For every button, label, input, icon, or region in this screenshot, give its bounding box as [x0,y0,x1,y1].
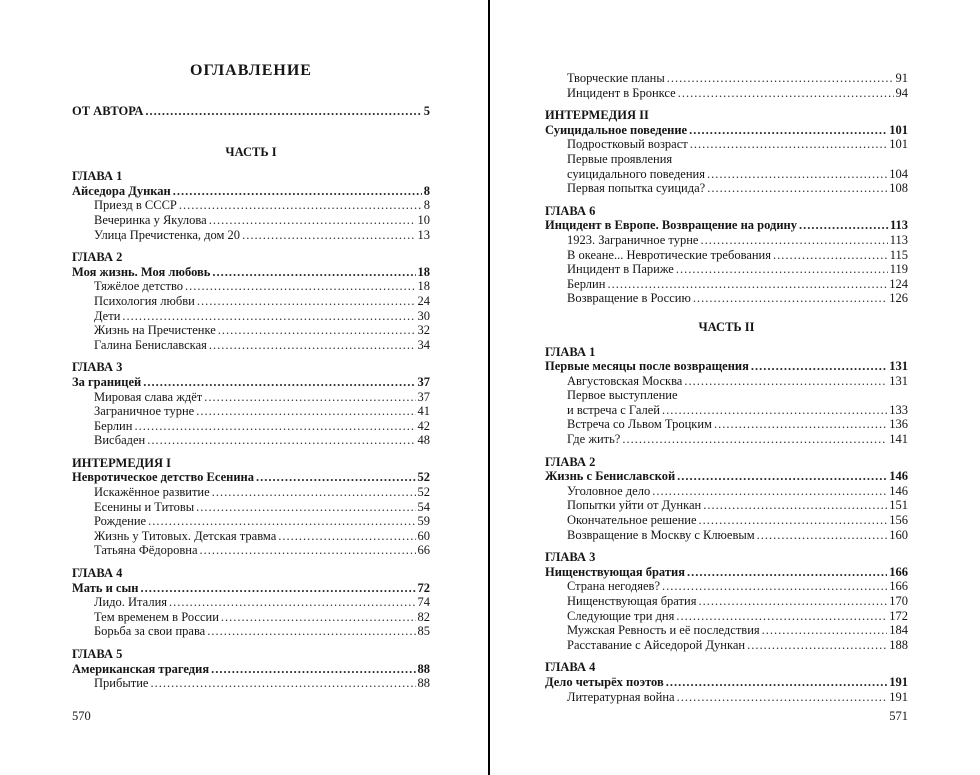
entry-page-number: 8 [423,198,430,213]
entry-text: Тем временем в России [94,609,219,624]
entry-page-number: 18 [417,264,430,279]
entry-page-number: 10 [417,212,430,227]
entry-text: ОТ АВТОРА [72,104,144,118]
entry-page-number: 131 [889,359,908,374]
leader-dots [256,470,416,485]
entry-page-number: 113 [889,232,908,247]
leader-dots [678,86,894,101]
entry-page-number: 88 [417,676,430,691]
entry-text: Вечеринка у Якулова [94,212,207,227]
toc-entry [72,104,430,119]
toc-entry [72,213,430,228]
entry-text: Творческие планы [567,71,665,85]
leader-dots [676,262,888,277]
entry-page-number: 113 [889,218,908,233]
entry-page-number: 131 [889,373,908,388]
toc-entry [72,485,430,500]
toc-entry [545,675,908,690]
entry-page-number: 146 [889,469,908,484]
toc-entry [545,152,908,167]
entry-text: Улица Пречистенка, дом 20 [94,227,241,242]
chapter-label [72,566,430,581]
entry-page-number: 30 [417,308,430,323]
toc-entry [545,690,908,705]
entry-page-number: 151 [889,498,908,513]
toc-entry [545,123,908,138]
entry-text: Дело четырёх поэтов [545,674,664,689]
toc-entry [545,469,908,484]
entry-text: Висбаден [94,433,146,448]
toc-entry [72,184,430,199]
entry-page-number: 18 [417,279,430,294]
leader-dots [179,198,422,213]
leader-dots [652,484,887,499]
toc-entry [72,323,430,338]
entry-text: Заграничное турне [94,404,195,419]
entry-page-number: 42 [417,418,430,433]
right-toc-entries [545,71,908,704]
chapter-label [545,204,908,219]
entry-page-number: 146 [889,483,908,498]
toc-entry [545,277,908,292]
leader-dots [747,638,887,653]
leader-dots [662,579,887,594]
toc-entry [545,86,908,101]
toc-entry [72,595,430,610]
part-heading [545,320,908,335]
right-page-number: 571 [889,709,908,723]
leader-dots [209,213,416,228]
entry-text: Приезд в СССР [94,198,177,213]
entry-page-number: 133 [889,402,908,417]
entry-page-number: 37 [417,389,430,404]
toc-entry [545,565,908,580]
entry-page-number: 5 [423,104,430,118]
toc-entry [545,71,908,86]
toc-title: ОГЛАВЛЕНИЕ [190,62,312,79]
toc-entry [545,262,908,277]
entry-text: 1923. Заграничное турне [567,232,699,247]
chapter-label [72,647,430,662]
entry-page-number: 54 [417,499,430,514]
leader-dots [707,181,887,196]
entry-text: Где жить? [567,432,621,447]
entry-page-number: 115 [889,247,908,262]
leader-dots [707,167,887,182]
entry-page-number: 41 [417,404,430,419]
entry-text: Первые месяцы после возвращения [545,359,749,374]
part-heading [72,145,430,160]
entry-page-number: 170 [889,594,908,608]
toc-entry [545,623,908,638]
entry-page-number: 101 [889,137,908,152]
toc-entry [545,218,908,233]
toc-entry [545,359,908,374]
toc-entry [72,543,430,558]
leader-dots [799,218,888,233]
entry-page-number: 32 [417,323,430,338]
toc-entry [72,198,430,213]
entry-text: Берлин [567,276,606,291]
entry-text: Моя жизнь. Моя любовь [72,264,211,279]
entry-text: Инцидент в Европе. Возвращение на родину [545,218,797,233]
chapter-label [72,250,430,265]
entry-text: Суицидальное поведение [545,122,688,137]
leader-dots [145,104,421,119]
entry-page-number: 172 [889,608,908,623]
leader-dots [714,417,887,432]
toc-entry [72,500,430,515]
entry-text: Жизнь у Титовых. Детская травма [94,528,277,543]
entry-text: Татьяна Фёдоровна [94,543,198,558]
entry-text: Инцидент в Париже [567,262,674,277]
chapter-label [545,108,908,123]
entry-text: и встреча с Галей [567,402,660,417]
entry-text: Рождение [94,514,147,529]
entry-text: В океане... Невротические требования [567,247,771,262]
entry-text: Расставание с Айседорой Дункан [567,637,746,652]
entry-text: Литературная война [567,689,675,704]
entry-text: Берлин [94,418,133,433]
leader-dots [211,662,415,677]
entry-text: ЧАСТЬ I [225,144,277,159]
toc-entry [545,498,908,513]
entry-page-number: 52 [417,485,430,500]
leader-dots [700,233,887,248]
leader-dots [204,390,415,405]
toc-entry [545,403,908,418]
entry-text: Галина Бениславская [94,337,207,352]
entry-page-number: 13 [417,227,430,242]
entry-page-number: 191 [889,674,908,689]
toc-entry [545,167,908,182]
chapter-label [72,456,430,471]
leader-dots [762,623,888,638]
leader-dots [212,485,416,500]
entry-text: Следующие три дня [567,608,675,623]
entry-text: За границей [72,374,142,389]
entry-page-number: 166 [889,579,908,594]
entry-page-number: 101 [889,122,908,137]
entry-page-number: 104 [889,166,908,181]
toc-entry [545,432,908,447]
toc-entry [72,470,430,485]
entry-page-number: 66 [417,543,430,558]
toc-entry [545,137,908,152]
leader-dots [677,469,887,484]
leader-dots [689,123,887,138]
entry-text: Попытки уйти от Дункан [567,498,702,513]
entry-text: Августовская Москва [567,373,683,388]
entry-text: Невротическое детство Есенина [72,470,254,485]
entry-page-number: 160 [889,527,908,542]
entry-text: Есенины и Титовы [94,499,195,514]
leader-dots [207,624,415,639]
entry-page-number: 34 [417,337,430,352]
entry-page-number: 166 [889,564,908,579]
leader-dots [278,529,415,544]
entry-text: ГЛАВА 1 [72,169,123,184]
entry-page-number: 72 [417,580,430,595]
entry-page-number: 8 [423,183,430,198]
leader-dots [196,500,415,515]
entry-text: Искажённое развитие [94,485,210,500]
entry-page-number: 52 [417,470,430,485]
leader-dots [757,528,888,543]
entry-text: ГЛАВА 1 [545,344,596,359]
chapter-label [72,360,430,375]
entry-text: Нищенствующая братия [545,564,685,579]
entry-text: Айседора Дункан [72,183,171,198]
toc-entry [545,388,908,403]
toc-entry [545,417,908,432]
leader-dots [751,359,887,374]
toc-entry [545,484,908,499]
leader-dots [662,403,887,418]
entry-text: ИНТЕРМЕДИЯ II [545,108,649,123]
chapter-label [545,455,908,470]
entry-page-number: 156 [889,513,908,528]
entry-text: ГЛАВА 2 [72,250,123,265]
leader-dots [693,291,887,306]
leader-dots [122,309,415,324]
toc-entry [72,228,430,243]
leader-dots [607,277,887,292]
toc-entry [72,433,430,448]
leader-dots [242,228,415,243]
entry-text: Уголовное дело [567,483,651,498]
leader-dots [150,676,415,691]
entry-text: Нищенствующая братия [567,594,697,608]
left-toc-entries [72,104,430,691]
toc-entry [545,609,908,624]
entry-page-number: 119 [889,262,908,277]
toc-entry [545,594,908,609]
entry-text: Мужская Ревность и её последствия [567,623,760,638]
chapter-label [72,169,430,184]
entry-text: Первая попытка суицида? [567,181,706,196]
entry-page-number: 108 [889,181,908,196]
entry-text: суицидального поведения [567,166,705,181]
entry-page-number: 124 [889,276,908,291]
entry-page-number: 126 [889,291,908,306]
entry-page-number: 82 [417,609,430,624]
leader-dots [684,374,887,389]
toc-entry [72,390,430,405]
entry-text: Психология любви [94,293,195,308]
entry-page-number: 74 [417,595,430,610]
leader-dots [197,294,416,309]
entry-text: Лидо. Италия [94,595,168,610]
entry-text: Дети [94,308,121,323]
entry-page-number: 60 [417,528,430,543]
leader-dots [698,594,887,609]
entry-page-number: 85 [417,624,430,639]
leader-dots [699,513,888,528]
leader-dots [134,419,415,434]
toc-entry [72,404,430,419]
entry-text: Прибытие [94,676,149,691]
entry-text: ГЛАВА 4 [72,566,123,581]
toc-entry [545,374,908,389]
toc-entry [72,529,430,544]
toc-entry [72,419,430,434]
entry-text: Жизнь на Пречистенке [94,323,216,338]
leader-dots [143,375,415,390]
leader-dots [185,279,415,294]
entry-text: Окончательное решение [567,513,697,528]
entry-text: Встреча со Львом Троцким [567,417,712,432]
entry-text: Мать и сын [72,580,139,595]
entry-text: ГЛАВА 4 [545,660,596,675]
entry-text: Возвращение в Москву с Клюевым [567,527,755,542]
entry-text: Тяжёлое детство [94,279,184,294]
page-divider [488,0,490,775]
leader-dots [148,514,415,529]
toc-entry [72,279,430,294]
toc-entry [72,338,430,353]
entry-text: Борьба за свои права [94,624,206,639]
entry-page-number: 59 [417,514,430,529]
entry-text: Мировая слава ждёт [94,389,203,404]
entry-text: ГЛАВА 2 [545,454,596,469]
entry-page-number: 191 [889,689,908,704]
toc-entry [72,610,430,625]
toc-entry [545,233,908,248]
leader-dots [703,498,887,513]
toc-entry [72,514,430,529]
chapter-label [545,345,908,360]
entry-text: ЧАСТЬ II [698,319,755,334]
entry-page-number: 88 [417,661,430,676]
entry-page-number: 91 [895,71,908,85]
entry-text: ГЛАВА 5 [72,647,123,661]
entry-page-number: 136 [889,417,908,432]
leader-dots [218,323,416,338]
entry-text: Страна негодяев? [567,579,660,594]
entry-text: ГЛАВА 3 [72,360,123,375]
leader-dots [687,565,887,580]
entry-page-number: 94 [895,85,908,100]
leader-dots [667,71,894,86]
entry-page-number: 184 [889,623,908,638]
leader-dots [173,184,422,199]
leader-dots [221,610,416,625]
entry-page-number: 188 [889,637,908,652]
toc-entry [545,291,908,306]
leader-dots [622,432,887,447]
toc-entry [72,375,430,390]
leader-dots [677,690,888,705]
entry-text: Первые проявления [567,151,673,166]
entry-text: ИНТЕРМЕДИЯ I [72,455,171,470]
toc-entry [545,528,908,543]
chapter-label [545,660,908,675]
entry-text: Возвращение в Россию [567,291,691,306]
leader-dots [196,404,415,419]
entry-text: Инцидент в Бронксе [567,85,676,100]
leader-dots [690,137,888,152]
toc-entry [545,579,908,594]
leader-dots [209,338,416,353]
leader-dots [200,543,416,558]
leader-dots [666,675,888,690]
toc-entry [545,248,908,263]
leader-dots [676,609,887,624]
left-page-number: 570 [72,709,91,723]
toc-entry [545,513,908,528]
toc-entry [545,181,908,196]
toc-entry [72,265,430,280]
entry-text: ГЛАВА 6 [545,203,596,218]
entry-page-number: 37 [417,374,430,389]
right-page [545,71,908,704]
toc-entry [72,624,430,639]
toc-entry [72,676,430,691]
toc-entry [72,309,430,324]
toc-entry [72,662,430,677]
leader-dots [773,248,888,263]
leader-dots [140,581,415,596]
entry-page-number: 24 [417,293,430,308]
toc-entry [72,294,430,309]
entry-text: Жизнь с Бениславской [545,469,676,484]
leader-dots [147,433,415,448]
left-page [72,62,430,691]
toc-entry [545,638,908,653]
leader-dots [169,595,415,610]
entry-text: Подростковый возраст [567,137,688,152]
leader-dots [212,265,415,280]
entry-text: Первое выступление [567,388,678,403]
entry-text: ГЛАВА 3 [545,550,596,565]
entry-page-number: 141 [889,432,908,447]
entry-text: Американская трагедия [72,661,210,676]
toc-entry [72,581,430,596]
entry-page-number: 48 [417,433,430,448]
chapter-label [545,550,908,565]
